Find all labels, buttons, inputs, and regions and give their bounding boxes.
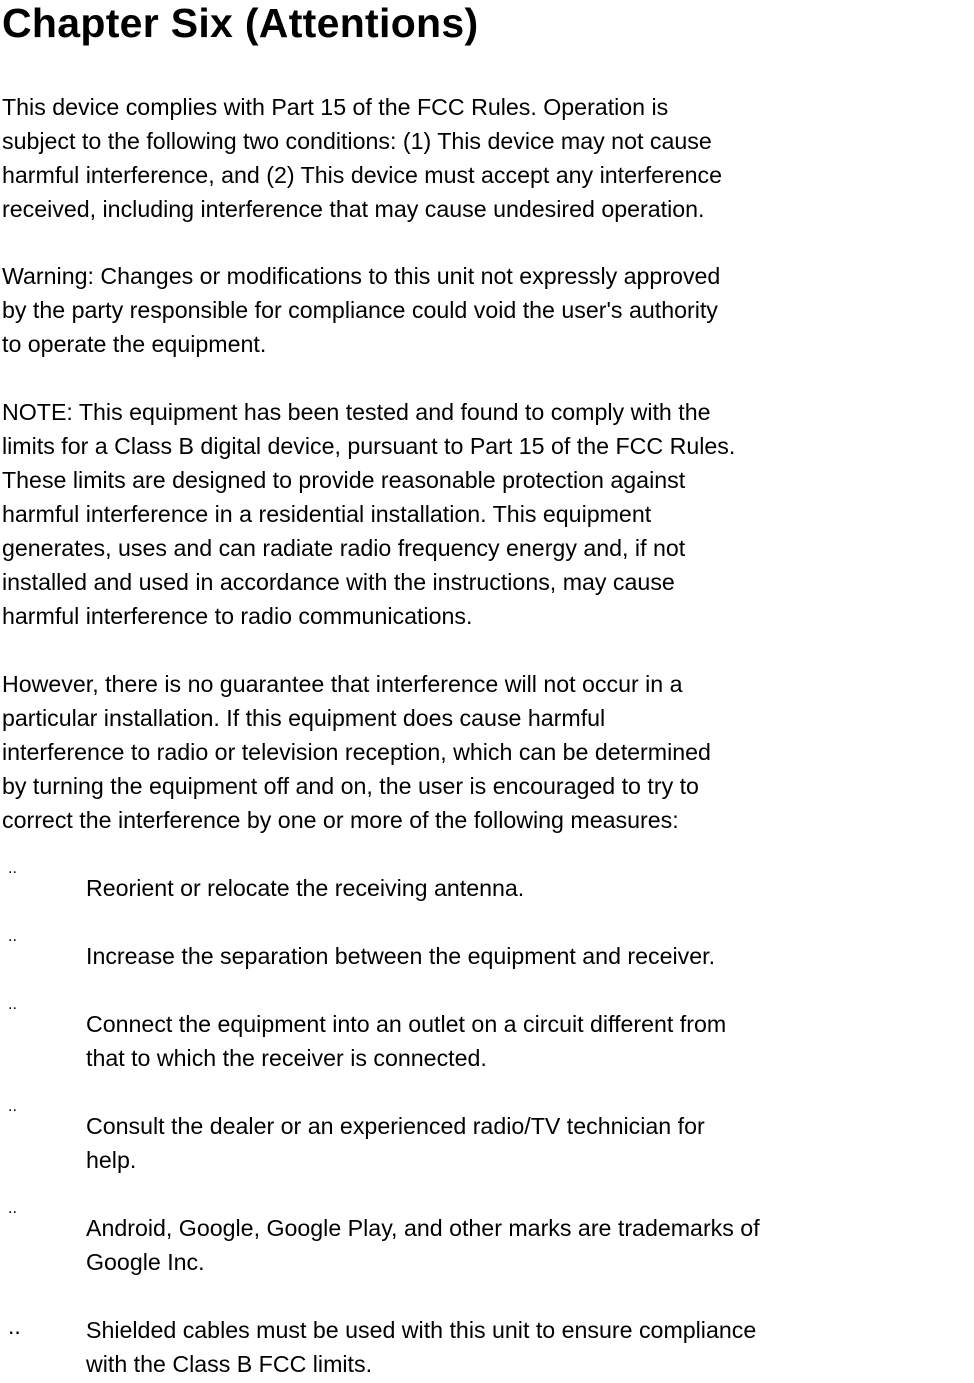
bullet-marker: .. [8, 1200, 17, 1217]
list-item-text: Shielded cables must be used with this unit to ensure compliance with the Class B FCC limits. [86, 1317, 757, 1377]
bullet-marker: .. [8, 996, 17, 1013]
list-item [0, 1200, 974, 1281]
bullet-marker: .. [8, 1098, 17, 1115]
guarantee-paragraph: However, there is no guarantee that interference will not occur in a particular installation. If this equipment does cause harmful interference to radio or television reception, which can be determined by turning the equipment off and on, the user is encouraged to try to correct the interference by one or more of the following measures: [2, 671, 711, 833]
fcc-compliance-paragraph: This device complies with Part 15 of the FCC Rules. Operation is subject to the following two conditions: (1) This device may not cause harmful interference, and (2) This device must accept any interference received, including interference that may cause undesired operation. [2, 94, 723, 222]
list-item-text: Connect the equipment into an outlet on a circuit different from that to which the receiver is connected. [86, 1011, 727, 1071]
bullet-marker: .. [8, 928, 17, 945]
list-item [0, 1098, 974, 1179]
note-paragraph: NOTE: This equipment has been tested and found to comply with the limits for a Class B digital device, pursuant to Part 15 of the FCC Rules. These limits are designed to provide reasonable protection against harmful interference in a residential installation. This equipment generates, uses and can radiate radio frequency energy and, if not installed and used in accordance with the instructions, may cause harmful interference to radio communications. [2, 399, 736, 629]
chapter-title: Chapter Six (Attentions) [2, 0, 479, 46]
bullet-marker: .. [8, 1313, 21, 1339]
list-item [0, 860, 974, 941]
list-item [0, 996, 974, 1077]
warning-paragraph: Warning: Changes or modifications to this unit not expressly approved by the party responsible for compliance could void the user's authority to operate the equipment. [2, 263, 721, 357]
list-item [0, 1313, 974, 1383]
list-item-text: Android, Google, Google Play, and other marks are trademarks of Google Inc. [86, 1215, 760, 1275]
list-item [0, 928, 974, 1009]
list-item-text: Consult the dealer or an experienced radio/TV technician for help. [86, 1113, 705, 1173]
bullet-marker: .. [8, 860, 17, 877]
list-item-text: Increase the separation between the equipment and receiver. [86, 943, 716, 969]
list-item-text: Reorient or relocate the receiving antenna. [86, 875, 525, 901]
